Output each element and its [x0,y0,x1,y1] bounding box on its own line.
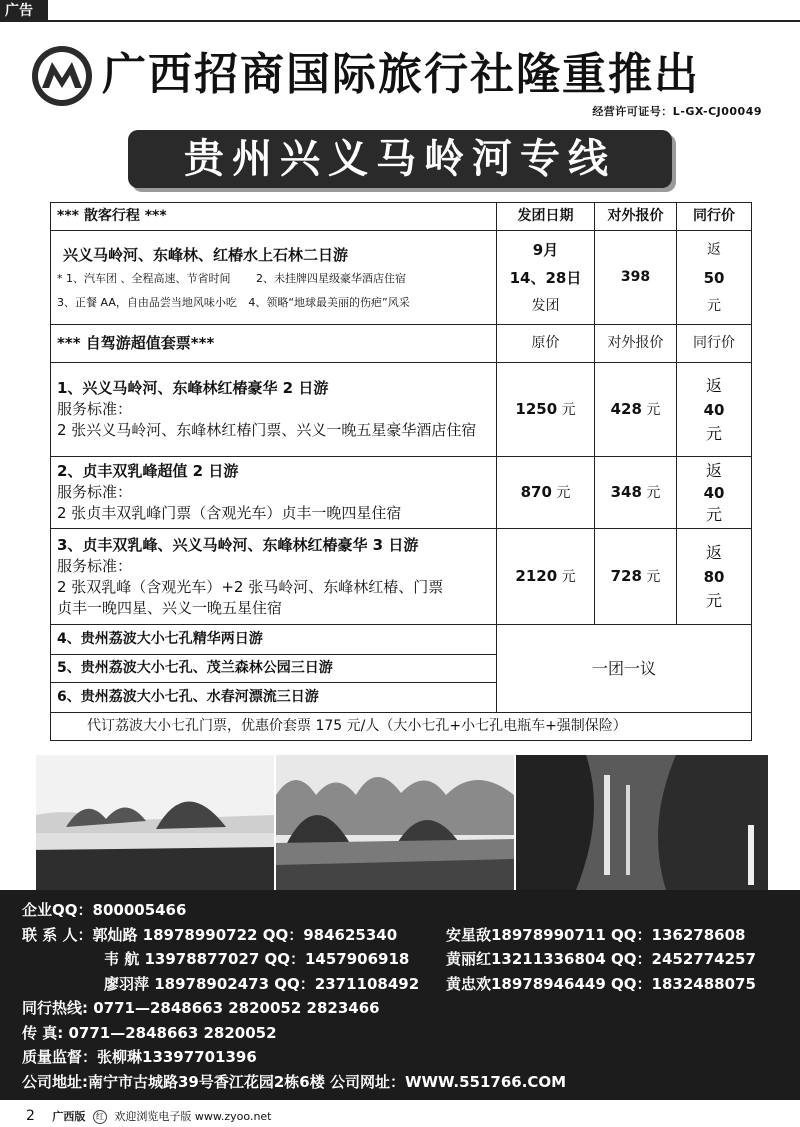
col-peer: 同行价 [677,203,752,231]
unit: 元 [556,484,571,501]
package-std: 服务标准： [57,556,133,575]
section-heading: *** 散客行程 *** [51,203,497,231]
section-heading: *** 自驾游超值套票*** [51,325,497,363]
col-price: 对外报价 [595,325,677,363]
peer-value: 50 [703,268,725,287]
package-cell [51,457,497,529]
contact-row [22,947,800,972]
company-address: 公司地址:南宁市古城路39号香江花园2栋6楼 公司网址：WWW.551766.COM [22,1072,567,1091]
orig-cell [497,457,595,529]
col-price: 对外报价 [595,203,677,231]
date-cell [497,231,595,325]
route-banner: 贵州兴义马岭河专线 [128,130,672,188]
peer-value: 80 [703,567,725,586]
contact-row [22,923,800,948]
extra-route: 6、贵州荔波大小七孔、水春河漂流三日游 [51,683,497,713]
top-rule [48,20,800,22]
company-logo-icon [30,44,94,108]
page-footer [0,1106,800,1126]
contact-person: 廖羽萍 18978902473 QQ：2371108492 [104,974,420,993]
unit: 元 [646,484,661,501]
package-cell [51,529,497,625]
peer-label: 返 [707,241,721,258]
contact-person: 黄忠欢18978946449 QQ：1832488075 [446,974,756,993]
package-std: 服务标准： [57,400,133,418]
price: 728 [610,566,642,585]
route-title: 兴义马岭河、东峰林、红椿水上石林二日游 [63,246,349,264]
note: 2、未挂牌四星级豪华酒店住宿 [256,272,406,285]
package-title: 2、贞丰双乳峰超值 2 日游 [57,462,239,480]
peer-cell [677,363,752,457]
peer-value: 40 [703,400,725,419]
peer-label: 返 [705,375,722,395]
price-cell: 398 [595,231,677,325]
fax: 传 真: 0771—2848663 2820052 [22,1023,277,1042]
package-title: 1、兴义马岭河、东峰林红椿豪华 2 日游 [57,379,329,397]
package-cell [51,363,497,457]
contact-person: 郭灿路 18978990722 QQ：984625340 [92,925,398,944]
table-row [51,363,752,457]
price-cell [595,529,677,625]
peer-unit: 元 [707,297,721,314]
page-title: 广西招商国际旅行社隆重推出 [102,49,700,100]
itinerary-table [50,202,752,741]
quality-supervision: 质量监督：张柳琳13397701396 [22,1048,257,1066]
orig-price: 1250 [515,399,558,418]
table-row [51,529,752,625]
peer-unit: 元 [705,590,722,610]
note: 3、正餐 AA，自由品尝当地风味小吃 [57,296,237,309]
peer-value: 40 [703,483,725,502]
orig-cell [497,363,595,457]
license-number: 经营许可证号：L-GX-CJ00049 [592,105,762,118]
note: * 1、汽车团 、全程高速、节省时间 [57,272,231,285]
peer-unit: 元 [705,504,722,524]
unit: 元 [646,401,661,418]
hotline: 同行热线: 0771—2848663 2820052 2823466 [22,999,380,1017]
extra-route: 4、贵州荔波大小七孔精华两日游 [51,625,497,655]
table-row [51,231,752,325]
contact-person: 安星敌18978990711 QQ：136278608 [446,925,746,944]
package-desc: 2 张双乳峰（含观光车）+2 张马岭河、东峰林红椿、门票贞丰一晚四星、兴义一晚五星住宿 [57,577,444,617]
package-std: 服务标准： [57,483,133,501]
publication-logo-icon: 红 [93,1110,107,1124]
package-desc: 2 张贞丰双乳峰门票（含观光车）贞丰一晚四星住宿 [57,504,402,522]
date-month: 9月 [532,240,559,259]
photo-strip [36,755,768,890]
ad-tag: 广告 [0,0,48,22]
orig-price: 2120 [515,566,558,585]
peer-cell [677,231,752,325]
route-notes [57,295,490,311]
karst-mist-photo [36,755,274,890]
package-title: 3、贞丰双乳峰、兴义马岭河、东峰林红椿豪华 3 日游 [57,535,419,554]
page-number: 2 [26,1108,35,1124]
date-days: 14、28日 [509,268,582,287]
contacts-label: 联 系 人： [22,925,93,944]
price: 428 [610,399,642,418]
peer-unit: 元 [705,423,722,443]
unit: 元 [646,568,661,585]
footnote: 代订荔波大小七孔门票，优惠价套票 175 元/人（大小七孔+小七孔电瓶车+强制保险） [51,713,752,741]
col-peer: 同行价 [677,325,752,363]
contact-panel [0,890,800,1100]
note: 4、领略“地球最美丽的伤疤”风采 [248,296,410,309]
contact-person: 韦 航 13978877027 QQ：1457906918 [104,950,410,968]
table-header-row [51,203,752,231]
table-row [51,625,752,655]
route-notes [57,271,490,287]
waterfall-canyon-photo [516,755,768,890]
orig-price: 870 [520,482,552,501]
extra-route: 5、贵州荔波大小七孔、茂兰森林公园三日游 [51,655,497,683]
col-orig: 原价 [497,325,595,363]
negotiable-cell: 一团一议 [497,625,752,713]
peer-label: 返 [705,460,722,480]
edition-label: 广西版 [52,1110,86,1123]
unit: 元 [561,401,576,418]
price-cell [595,363,677,457]
unit: 元 [561,568,576,585]
date-suffix: 发团 [531,297,560,314]
price: 348 [610,482,642,501]
package-desc: 2 张兴义马岭河、东峰林红椿门票、兴义一晚五星豪华酒店住宿 [57,421,477,439]
peer-cell [677,457,752,529]
route-cell [51,231,497,325]
table-header-row [51,325,752,363]
contact-row [22,972,800,997]
contact-person: 黄丽红13211336804 QQ：2452774257 [446,950,756,968]
orig-cell [497,529,595,625]
table-row [51,713,752,741]
price-cell [595,457,677,529]
footer-text: 欢迎浏览电子版 www.zyoo.net [114,1110,272,1123]
peer-label: 返 [705,542,722,562]
peer-cell [677,529,752,625]
karst-peaks-photo [276,755,514,890]
company-qq: 企业QQ：800005466 [22,901,187,919]
col-date: 发团日期 [497,203,595,231]
table-row [51,457,752,529]
